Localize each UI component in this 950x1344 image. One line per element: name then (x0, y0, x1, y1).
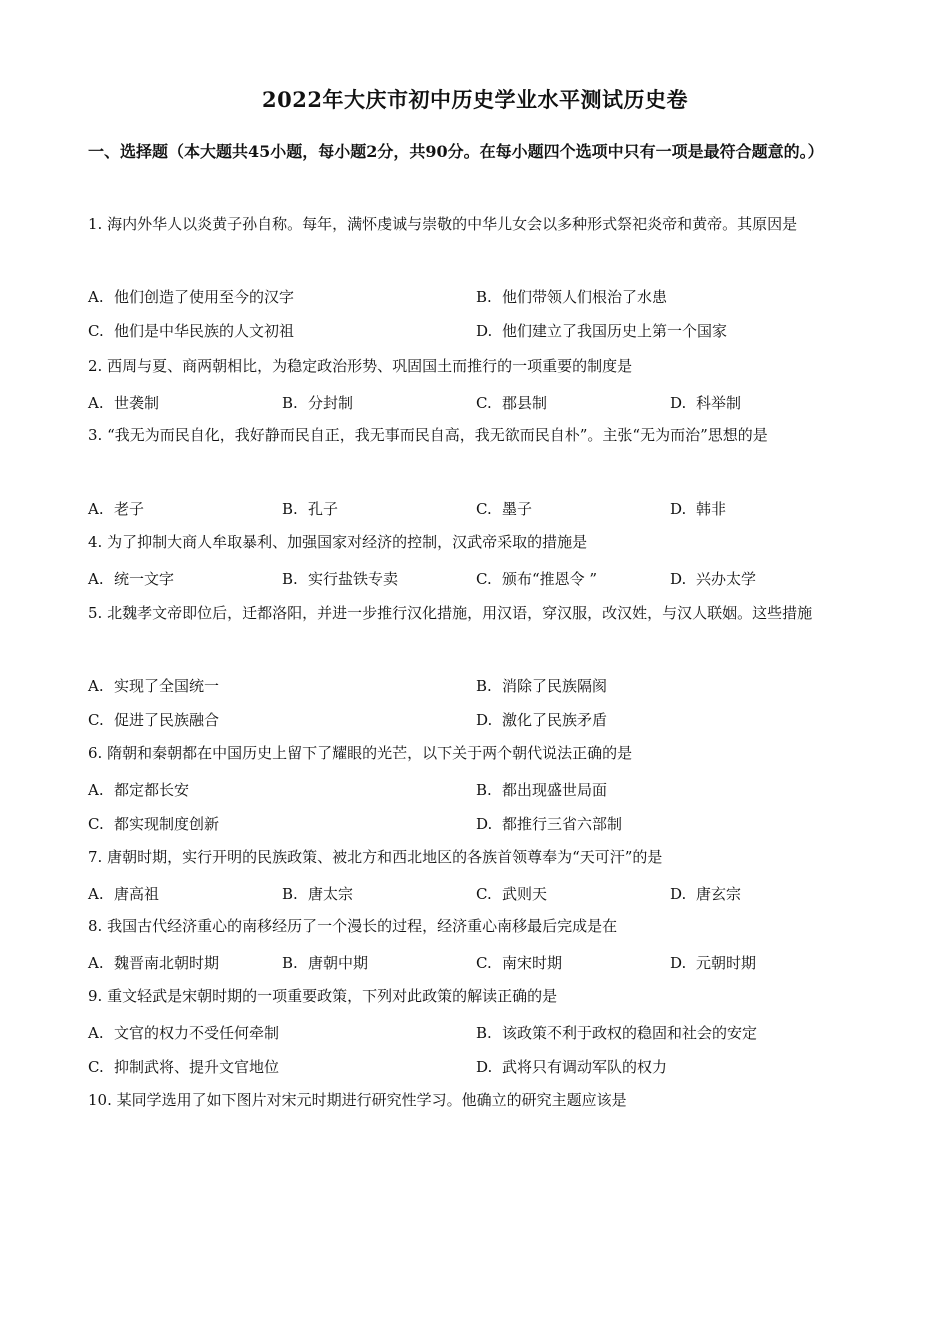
question-stem: 7. 唐朝时期，实行开明的民族政策、被北方和西北地区的各族首领尊奉为“天可汗”的是 (88, 848, 663, 866)
option-row (88, 286, 868, 314)
option-c[interactable]: C. 促进了民族融合 (88, 711, 220, 729)
question-stem: 6. 隋朝和秦朝都在中国历史上留下了耀眼的光芒，以下关于两个朝代说法正确的是 (88, 744, 633, 762)
option-c[interactable]: C. 抑制武将、提升文官地位 (88, 1058, 280, 1076)
option-row (88, 1022, 868, 1050)
option-b[interactable]: B. 分封制 (282, 394, 354, 412)
option-d[interactable]: D. 武将只有调动军队的权力 (476, 1058, 668, 1076)
question-stem: 3. “我无为而民自化，我好静而民自正，我无事而民自高，我无欲而民自朴”。主张“无为而治”思想的是 (88, 426, 768, 444)
option-c[interactable]: C. 南宋时期 (476, 954, 563, 972)
question-stem: 4. 为了抑制大商人牟取暴利、加强国家对经济的控制，汉武帝采取的措施是 (88, 533, 588, 551)
option-row (88, 813, 868, 841)
option-a[interactable]: A. 魏晋南北朝时期 (88, 954, 220, 972)
question-stem: 9. 重文轻武是宋朝时期的一项重要政策，下列对此政策的解读正确的是 (88, 987, 558, 1005)
option-d[interactable]: D. 激化了民族矛盾 (476, 711, 608, 729)
option-b[interactable]: B. 他们带领人们根治了水患 (476, 288, 668, 306)
option-d[interactable]: D. 都推行三省六部制 (476, 815, 623, 833)
option-a[interactable]: A. 他们创造了使用至今的汉字 (88, 288, 295, 306)
question-stem: 2. 西周与夏、商两朝相比，为稳定政治形势、巩固国土而推行的一项重要的制度是 (88, 357, 633, 375)
option-row (88, 320, 868, 348)
option-b[interactable]: B. 孔子 (282, 500, 339, 518)
option-row (88, 498, 868, 526)
option-a[interactable]: A. 文官的权力不受任何牵制 (88, 1024, 280, 1042)
option-d[interactable]: D. 唐玄宗 (670, 885, 742, 903)
option-c[interactable]: C. 颁布“推恩令 ” (476, 570, 598, 588)
option-a[interactable]: A. 老子 (88, 500, 145, 518)
option-row (88, 1056, 868, 1084)
option-c[interactable]: C. 都实现制度创新 (88, 815, 220, 833)
option-a[interactable]: A. 统一文字 (88, 570, 175, 588)
option-b[interactable]: B. 该政策不利于政权的稳固和社会的安定 (476, 1024, 758, 1042)
option-a[interactable]: A. 都定都长安 (88, 781, 190, 799)
option-c[interactable]: C. 郡县制 (476, 394, 548, 412)
option-row (88, 392, 868, 420)
question-stem: 1. 海内外华人以炎黄子孙自称。每年，满怀虔诚与崇敬的中华儿女会以多种形式祭祀炎帝和黄帝。其原因是 (88, 215, 798, 233)
option-d[interactable]: D. 科举制 (670, 394, 742, 412)
question-stem: 8. 我国古代经济重心的南移经历了一个漫长的过程，经济重心南移最后完成是在 (88, 917, 618, 935)
option-row (88, 779, 868, 807)
question-stem: 10. 某同学选用了如下图片对宋元时期进行研究性学习。他确立的研究主题应该是 (88, 1091, 627, 1109)
option-a[interactable]: A. 世袭制 (88, 394, 160, 412)
option-a[interactable]: A. 实现了全国统一 (88, 677, 220, 695)
option-d[interactable]: D. 兴办太学 (670, 570, 757, 588)
option-row (88, 675, 868, 703)
option-row (88, 568, 868, 596)
option-a[interactable]: A. 唐高祖 (88, 885, 160, 903)
option-b[interactable]: B. 唐太宗 (282, 885, 354, 903)
option-b[interactable]: B. 都出现盛世局面 (476, 781, 608, 799)
page-title: 2022年大庆市初中历史学业水平测试历史卷 (262, 87, 688, 112)
option-c[interactable]: C. 墨子 (476, 500, 533, 518)
option-d[interactable]: D. 他们建立了我国历史上第一个国家 (476, 322, 728, 340)
option-row (88, 883, 868, 911)
option-b[interactable]: B. 消除了民族隔阂 (476, 677, 608, 695)
option-d[interactable]: D. 韩非 (670, 500, 727, 518)
option-d[interactable]: D. 元朝时期 (670, 954, 757, 972)
option-b[interactable]: B. 唐朝中期 (282, 954, 369, 972)
option-row (88, 709, 868, 737)
question-stem: 5. 北魏孝文帝即位后，迁都洛阳，并进一步推行汉化措施，用汉语，穿汉服，改汉姓，与汉人联姻。这些措施 (88, 604, 813, 622)
option-c[interactable]: C. 武则天 (476, 885, 548, 903)
option-c[interactable]: C. 他们是中华民族的人文初祖 (88, 322, 295, 340)
option-b[interactable]: B. 实行盐铁专卖 (282, 570, 399, 588)
option-row (88, 952, 868, 980)
section-heading: 一、选择题（本大题共45小题，每小题2分，共90分。在每小题四个选项中只有一项是最符合题意的。） (88, 142, 824, 161)
